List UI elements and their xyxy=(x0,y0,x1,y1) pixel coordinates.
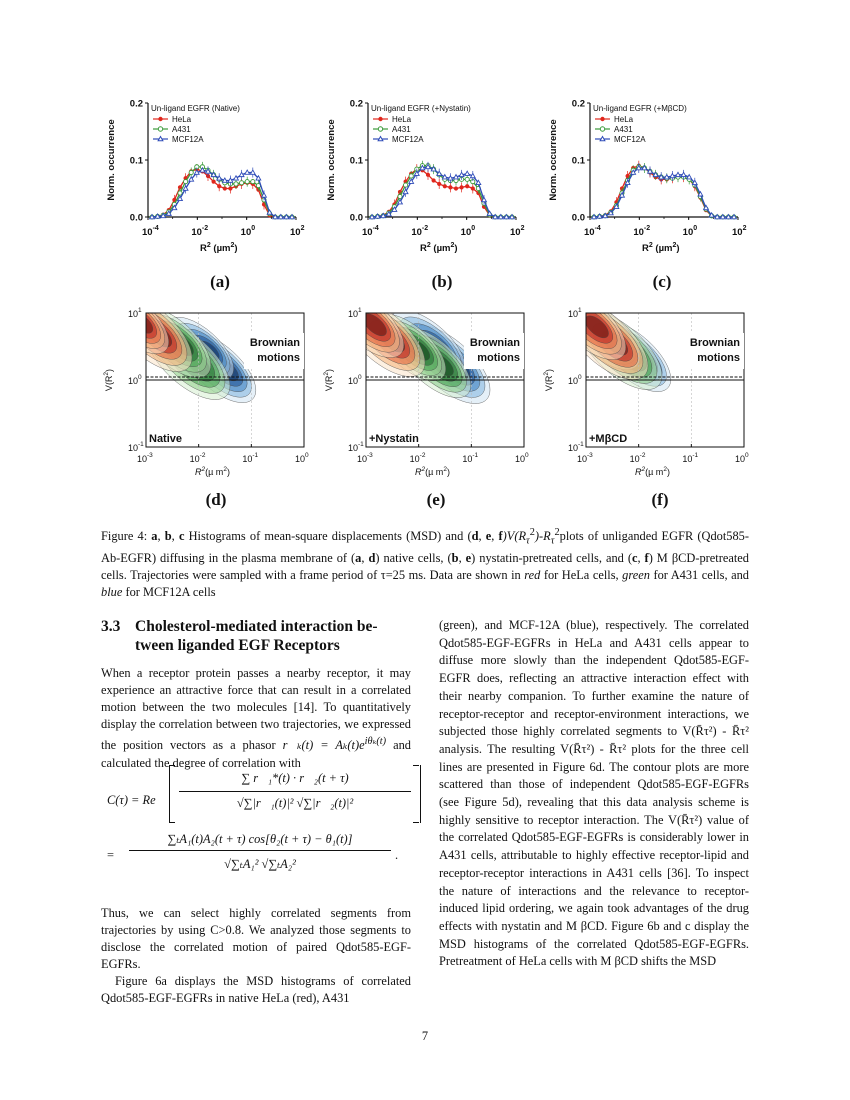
contour-field xyxy=(87,276,268,415)
legend-title: Un-ligand EGFR (Native) xyxy=(151,104,240,113)
data-point xyxy=(470,173,475,177)
y-tick-label: $10^{-1}$ xyxy=(568,441,584,453)
data-point xyxy=(222,178,227,182)
histogram-chart-c xyxy=(542,95,747,255)
data-point xyxy=(245,170,250,174)
x-tick-label: $10^{-1}$ xyxy=(242,452,259,464)
data-point xyxy=(465,184,469,188)
panel-label-b: (b) xyxy=(431,272,453,291)
legend-label: A431 xyxy=(172,125,191,134)
panel-label-c: (c) xyxy=(652,272,672,291)
y-tick-label: 0.1 xyxy=(129,155,143,167)
y-tick-label: 0.2 xyxy=(571,98,585,110)
right-column xyxy=(439,617,749,971)
data-point xyxy=(448,176,453,180)
x-axis-label: $R^2$ (µm$^2$) xyxy=(200,242,238,254)
legend-label: HeLa xyxy=(392,115,412,124)
y-tick-label: 0.1 xyxy=(349,155,363,167)
data-point xyxy=(212,180,216,184)
y-axis-label: Norm. occurrence xyxy=(548,119,559,201)
contour-chart-e xyxy=(320,305,530,485)
data-point xyxy=(178,191,182,195)
data-point xyxy=(664,175,669,179)
y-axis-label: $V(R^2)$ xyxy=(543,368,554,392)
legend-title: Un-ligand EGFR (+MβCD) xyxy=(593,104,687,113)
page-number: 7 xyxy=(421,1029,429,1043)
y-tick-label: $10^1$ xyxy=(128,307,142,319)
brownian-annotation: Brownian xyxy=(249,337,300,349)
x-tick-label: $10^{-2}$ xyxy=(629,452,646,464)
contour-chart-f xyxy=(540,305,750,485)
x-axis-label: $R^2$ (µm$^2$) xyxy=(642,242,680,254)
left-column xyxy=(101,665,411,772)
condition-label: +Nystatin xyxy=(369,433,419,445)
legend-title: Un-ligand EGFR (+Nystatin) xyxy=(371,104,471,113)
data-point xyxy=(670,173,675,177)
x-tick-label: $10^{-3}$ xyxy=(137,452,153,464)
brownian-annotation: motions xyxy=(257,352,300,364)
legend-marker xyxy=(378,117,382,121)
data-point xyxy=(676,172,681,176)
left-paragraph-3: Figure 6a displays the MSD histograms of correlated Qdot585-EGF-EGFRs in native HeLa (red), A431 xyxy=(101,974,411,1006)
y-tick-label: 0.0 xyxy=(349,212,363,224)
histogram-panel-b xyxy=(320,95,525,260)
data-point xyxy=(228,186,232,190)
x-tick-label: $10^2$ xyxy=(510,225,525,238)
histogram-chart-b xyxy=(320,95,525,255)
data-point xyxy=(443,184,447,188)
data-point xyxy=(404,183,408,187)
y-axis-label: $V(R^2)$ xyxy=(323,368,334,392)
y-tick-label: 0.0 xyxy=(571,212,585,224)
x-tick-label: $10^{-1}$ xyxy=(462,452,479,464)
data-point xyxy=(251,180,255,184)
x-tick-label: $10^{-1}$ xyxy=(682,452,699,464)
data-point xyxy=(459,172,464,176)
x-tick-label: $10^{-2}$ xyxy=(189,452,206,464)
legend-label: MCF12A xyxy=(172,135,204,144)
y-tick-label: 0.1 xyxy=(571,155,585,167)
histogram-panel-a xyxy=(100,95,305,260)
brownian-annotation: Brownian xyxy=(689,337,740,349)
figure-caption: Figure 4: a, b, c Histograms of mean-square displacements (MSD) and (d, e, $f)V(R_\tau^2)-R_\tau^2plots$ of unliganded EGFR (Qdot585-Ab-EGFR) diffusing in the plasma membrane of (a, d) native cells, (b, e) nystatin-pretreated cells, and (c, f) M βCD-pretreated cells. Trajectories were sampled with a frame period of τ=25 ms. Data are shown in red for HeLa cells, green for A431 cells, and blue for MCF12A cells xyxy=(101,527,750,599)
y-axis-label: Norm. occurrence xyxy=(326,119,337,201)
data-point xyxy=(228,178,233,182)
data-point xyxy=(234,176,239,180)
data-point xyxy=(681,172,686,176)
data-point xyxy=(465,171,470,175)
data-point xyxy=(194,170,199,174)
panel-label-e: (e) xyxy=(426,490,446,509)
section-heading: 3.3 Cholesterol-mediated interaction be- tween liganded EGF Receptors xyxy=(101,618,378,654)
x-tick-label: $10^{-2}$ xyxy=(191,225,209,238)
y-tick-label: $10^0$ xyxy=(568,374,582,386)
x-axis-label: $R^2(\mu$ $m^2$) xyxy=(195,466,230,477)
data-point xyxy=(426,173,430,177)
y-axis-label: Norm. occurrence xyxy=(106,119,117,201)
y-tick-label: $10^1$ xyxy=(568,307,582,319)
x-tick-label: $10^{-3}$ xyxy=(357,452,373,464)
x-tick-label: $10^0$ xyxy=(682,225,698,238)
contour-panel-d xyxy=(100,305,310,490)
legend-marker xyxy=(378,127,382,131)
y-tick-label: $10^0$ xyxy=(348,374,362,386)
x-tick-label: $10^{-2}$ xyxy=(409,452,426,464)
panel-label-d: (d) xyxy=(205,490,227,509)
y-tick-label: 0.2 xyxy=(129,98,143,110)
data-point xyxy=(250,170,255,174)
data-point xyxy=(184,180,188,184)
x-tick-label: $10^{-4}$ xyxy=(362,225,379,238)
x-axis-label: $R^2(\mu$ $m^2$) xyxy=(635,466,670,477)
data-point xyxy=(432,178,436,182)
left-paragraph-1: When a receptor protein passes a nearby receptor, it may experience an attractive force that can result in a correlated motion between the two molecules [14]. To quantitatively display the correlation between two trajectories, we expressed the position vectors as a phasor r⃗ₖ(t) = $A_k(t)e^{i\theta_k(t)}$ and calculated the degree of correlation with xyxy=(101,666,411,770)
x-axis-label: $R^2$ (µm$^2$) xyxy=(420,242,458,254)
x-tick-label: $10^2$ xyxy=(290,225,305,238)
y-axis-label: $V(R^2)$ xyxy=(103,368,114,392)
legend-label: MCF12A xyxy=(392,135,424,144)
x-tick-label: $10^2$ xyxy=(732,225,747,238)
x-tick-label: $10^0$ xyxy=(735,452,749,464)
right-paragraph: (green), and MCF-12A (blue), respectively. The correlated Qdot585-EGF-EGFRs in HeLa and A431 cells appear to diffuse more slowly than the independent Qdot585-EGF-EGFR does, reflecting an attractive interaction effect with their nearby companion. To further examine the nature of receptor-receptor and receptor-environment interactions, we subjected those highly correlated segments to V(R̄τ²) - R̄τ² analysis. The resulting V(R̄τ²) - R̄τ² plots for the three cell lines are presented in Figure 6d. The contour plots are more scattered than those of independent Qdot585-EGF-EGFRs (see Figure 5d), revealing that this data analysis scheme is highly sensitive to receptor interaction. The V(R̄τ²) value of the correlated Qdot585-EGF-EGFRs is considerably lower in A431 cells, attributable to highly effective receptor-lipid and receptor-receptor interactions in A431 cells [36]. To inspect the nature of interactions and the relevance to receptor-induced lipid ordering, we again took advantages of the drug effects with nystatin and M βCD. Figure 6b and c display the MSD histograms of the correlated Qdot585-EGF-EGFRs. Pretreatment of HeLa cells with M βCD shifts the MSD xyxy=(439,618,749,969)
data-point xyxy=(437,182,441,186)
x-tick-label: $10^{-3}$ xyxy=(577,452,593,464)
legend-marker xyxy=(158,127,162,131)
data-point xyxy=(262,193,267,197)
series-line-hela xyxy=(594,166,734,217)
data-point xyxy=(189,170,193,174)
data-point xyxy=(442,175,447,179)
legend-marker xyxy=(158,117,162,121)
brownian-annotation: Brownian xyxy=(469,337,520,349)
data-point xyxy=(234,182,238,186)
data-point xyxy=(217,184,221,188)
legend-label: A431 xyxy=(392,125,411,134)
data-point xyxy=(460,185,464,189)
brownian-annotation: motions xyxy=(477,352,520,364)
left-column-lower xyxy=(101,905,411,1008)
data-point xyxy=(398,194,402,198)
panel-label-f: (f) xyxy=(651,490,669,509)
contour-panel-e xyxy=(320,305,530,490)
data-point xyxy=(240,181,244,185)
x-tick-label: $10^{-2}$ xyxy=(633,225,651,238)
contour-field xyxy=(539,277,682,404)
data-point xyxy=(409,174,413,178)
data-point xyxy=(448,185,452,189)
correlation-equation: C(τ) = Re ∑ r⃗₁*(t) · r⃗₂(t + τ) √∑|r⃗₁(t)|² √∑|r⃗₂(t)|² = ∑ₜA₁(t)A₂(t + τ) cos[θ₂(t + τ) − θ₁(t)] √∑ₜA₁² √∑ₜA₂² . xyxy=(107,763,407,883)
series-line-a431 xyxy=(594,167,734,217)
brownian-annotation: motions xyxy=(697,352,740,364)
data-point xyxy=(245,180,249,184)
legend-marker xyxy=(600,127,604,131)
condition-label: Native xyxy=(149,433,183,445)
y-tick-label: $10^1$ xyxy=(348,307,362,319)
data-point xyxy=(454,186,458,190)
legend-marker xyxy=(158,137,163,141)
x-tick-label: $10^0$ xyxy=(295,452,309,464)
data-point xyxy=(239,172,244,176)
legend-marker xyxy=(378,137,383,141)
legend-label: HeLa xyxy=(172,115,192,124)
histogram-panel-c xyxy=(542,95,747,260)
x-axis-label: $R^2(\mu$ $m^2$) xyxy=(415,466,450,477)
x-tick-label: $10^0$ xyxy=(460,225,476,238)
y-tick-label: $10^{-1}$ xyxy=(128,441,144,453)
legend-label: A431 xyxy=(614,125,633,134)
contour-chart-d xyxy=(100,305,310,485)
x-tick-label: $10^{-4}$ xyxy=(584,225,601,238)
x-tick-label: $10^{-2}$ xyxy=(411,225,429,238)
histogram-chart-a xyxy=(100,95,305,255)
y-tick-label: $10^{-1}$ xyxy=(348,441,364,453)
x-tick-label: $10^{-4}$ xyxy=(142,225,159,238)
contour-panel-f xyxy=(540,305,750,490)
legend-marker xyxy=(600,117,604,121)
y-tick-label: $10^0$ xyxy=(128,374,142,386)
data-point xyxy=(687,175,692,179)
condition-label: +MβCD xyxy=(589,433,628,445)
legend-label: HeLa xyxy=(614,115,634,124)
x-tick-label: $10^0$ xyxy=(240,225,256,238)
y-tick-label: 0.0 xyxy=(129,212,143,224)
series-line-mcf12a xyxy=(594,168,734,217)
data-point xyxy=(471,186,475,190)
legend-marker xyxy=(600,137,605,141)
data-point xyxy=(465,177,469,181)
data-point xyxy=(217,176,222,180)
left-paragraph-2: Thus, we can select highly correlated segments from trajectories by using C>0.8. We analyzed those segments to disclose the correlated motion of paired Qdot585-EGF-EGFRs. xyxy=(101,906,411,972)
legend-label: MCF12A xyxy=(614,135,646,144)
data-point xyxy=(454,175,459,179)
x-tick-label: $10^0$ xyxy=(515,452,529,464)
panel-label-a: (a) xyxy=(210,272,230,291)
y-tick-label: 0.2 xyxy=(349,98,363,110)
